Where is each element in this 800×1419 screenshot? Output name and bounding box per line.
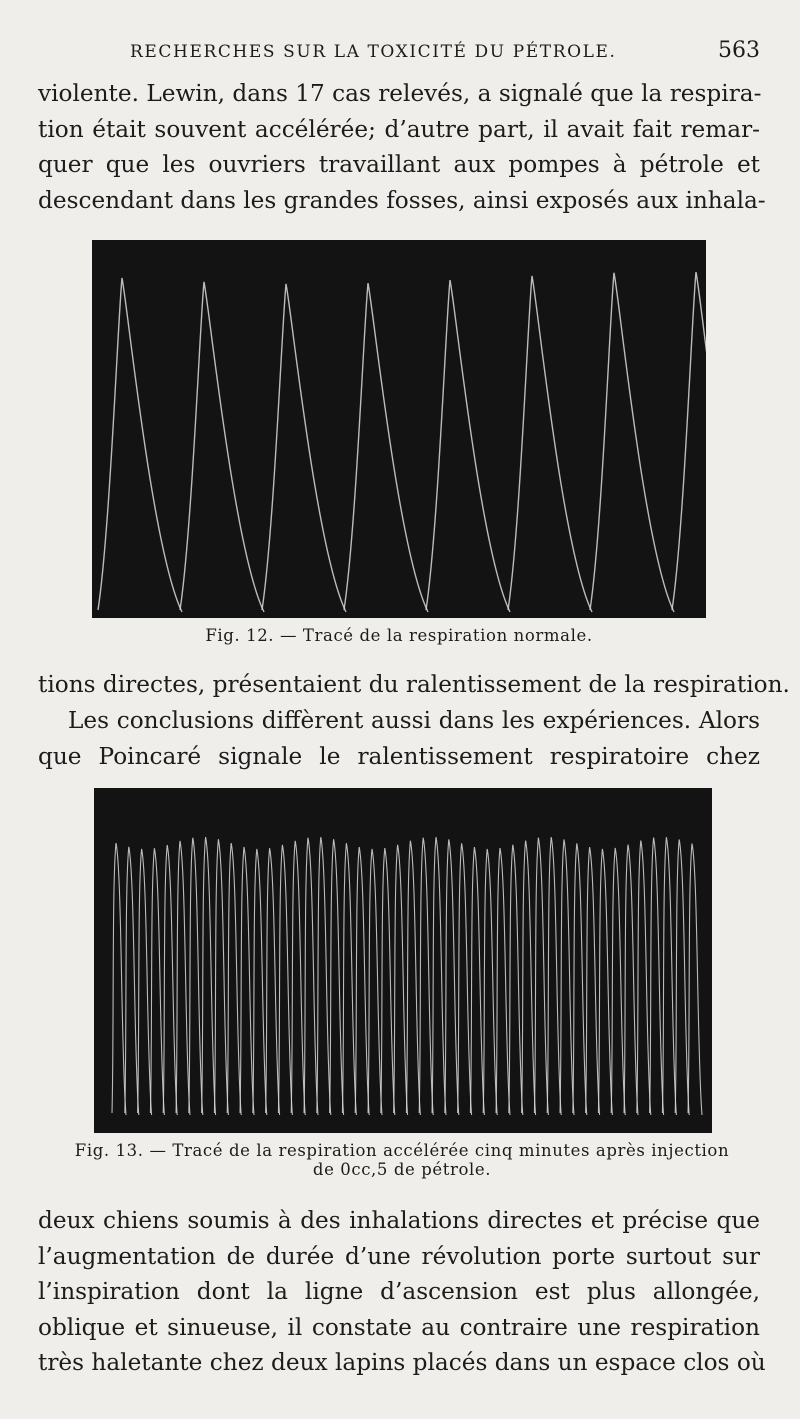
respiration-trace-curve (675, 840, 689, 1115)
figure-13-caption-line-1: Fig. 13. — Tracé de la respiration accélérée cinq minutes après injection (74, 1141, 730, 1160)
respiration-trace-curve (560, 839, 574, 1115)
respiration-trace-curve (522, 841, 536, 1115)
running-title: RECHERCHES SUR LA TOXICITÉ DU PÉTROLE. (130, 42, 617, 62)
respiration-trace-curve (509, 845, 523, 1115)
respiration-trace-curve (180, 282, 264, 612)
respiration-trace-curve (98, 278, 182, 612)
respiration-trace-curve (317, 837, 331, 1115)
respiration-trace-curve (672, 272, 706, 612)
respiration-trace-curve (112, 843, 126, 1115)
respiration-trace-curve (214, 839, 228, 1115)
respiration-trace-curve (344, 283, 428, 612)
respiration-trace-curve (253, 849, 267, 1115)
page-number: 563 (718, 38, 760, 63)
figure-13-accelerated-respiration-trace (94, 788, 712, 1133)
respiration-trace-curve (662, 837, 676, 1115)
respiration-trace-curve (381, 848, 395, 1115)
running-head (38, 40, 760, 74)
respiration-trace-curve (458, 843, 472, 1115)
respiration-trace-curve (304, 838, 318, 1115)
text-line: oblique et sinueuse, il constate au contraire une respiration (38, 1313, 760, 1341)
respiration-trace-curve (637, 841, 651, 1115)
respiration-trace-curve (445, 839, 459, 1115)
respiration-trace-curve (176, 841, 190, 1115)
respiration-trace-curve (355, 847, 369, 1115)
text-line: que Poincaré signale le ralentissement respiratoire chez (38, 742, 760, 770)
paragraph-3 (38, 703, 760, 774)
text-line: très haletante chez deux lapins placés dans un espace clos où (38, 1349, 766, 1376)
respiration-trace-curve (419, 838, 433, 1115)
paragraph-4 (38, 1203, 766, 1381)
respiration-trace-curve (330, 839, 344, 1115)
text-line: quer que les ouvriers travaillant aux pompes à pétrole et (38, 151, 760, 178)
text-line: tion était souvent accélérée; d’autre part, il avait fait remar- (38, 115, 760, 143)
respiration-trace-curve (227, 843, 241, 1115)
respiration-trace-curve (406, 841, 420, 1115)
respiration-trace-curve (534, 838, 548, 1115)
respiration-trace-curve (202, 837, 216, 1115)
respiration-trace-curve (650, 838, 664, 1115)
respiration-trace-curve (138, 849, 152, 1115)
respiration-trace-curve (189, 838, 203, 1115)
respiration-trace-curve (432, 837, 446, 1115)
figure-13-caption-line-2: de 0cc,5 de pétrole. (312, 1160, 492, 1179)
figure-12-trace-svg (92, 240, 706, 618)
respiration-trace-curve (163, 845, 177, 1115)
respiration-trace-curve (573, 843, 587, 1115)
text-line: l’augmentation de durée d’une révolution porte surtout sur (38, 1242, 760, 1270)
figure-13-caption (40, 1141, 764, 1179)
respiration-trace-curve (470, 847, 484, 1115)
respiration-trace-curve (590, 273, 674, 612)
respiration-trace-curve (150, 848, 164, 1115)
figure-12-caption: Fig. 12. — Tracé de la respiration normale. (205, 626, 593, 645)
respiration-trace-curve (240, 847, 254, 1115)
text-line: l’inspiration dont la ligne d’ascension est plus allongée, (38, 1278, 760, 1305)
respiration-trace-curve (426, 280, 510, 612)
respiration-trace-curve (508, 276, 592, 612)
text-line: descendant dans les grandes fosses, ainsi exposés aux inhala- (38, 186, 766, 214)
respiration-trace-curve (342, 843, 356, 1115)
respiration-trace-curve (496, 848, 510, 1115)
respiration-trace-curve (547, 837, 561, 1115)
respiration-trace-curve (125, 847, 139, 1115)
paragraph-2 (38, 667, 790, 703)
respiration-trace-curve (598, 849, 612, 1115)
figure-12-normal-respiration-trace (92, 240, 706, 618)
respiration-trace-curve (266, 848, 280, 1115)
paragraph-1 (38, 76, 766, 218)
respiration-trace-curve (624, 845, 638, 1115)
respiration-trace-curve (262, 284, 346, 612)
respiration-trace-curve (586, 847, 600, 1115)
respiration-trace-curve (278, 845, 292, 1115)
respiration-trace-curve (291, 841, 305, 1115)
text-line: tions directes, présentaient du ralentissement de la respiration. (38, 671, 790, 698)
text-line: Les conclusions diffèrent aussi dans les expériences. Alors (68, 707, 760, 734)
respiration-trace-curve (368, 849, 382, 1115)
text-line: violente. Lewin, dans 17 cas relevés, a signalé que la respira- (38, 80, 762, 107)
respiration-trace-curve (688, 844, 702, 1115)
figure-13-trace-svg (94, 788, 712, 1133)
text-line: deux chiens soumis à des inhalations directes et précise que (38, 1207, 760, 1234)
respiration-trace-curve (611, 848, 625, 1115)
respiration-trace-curve (394, 845, 408, 1115)
respiration-trace-curve (483, 849, 497, 1115)
